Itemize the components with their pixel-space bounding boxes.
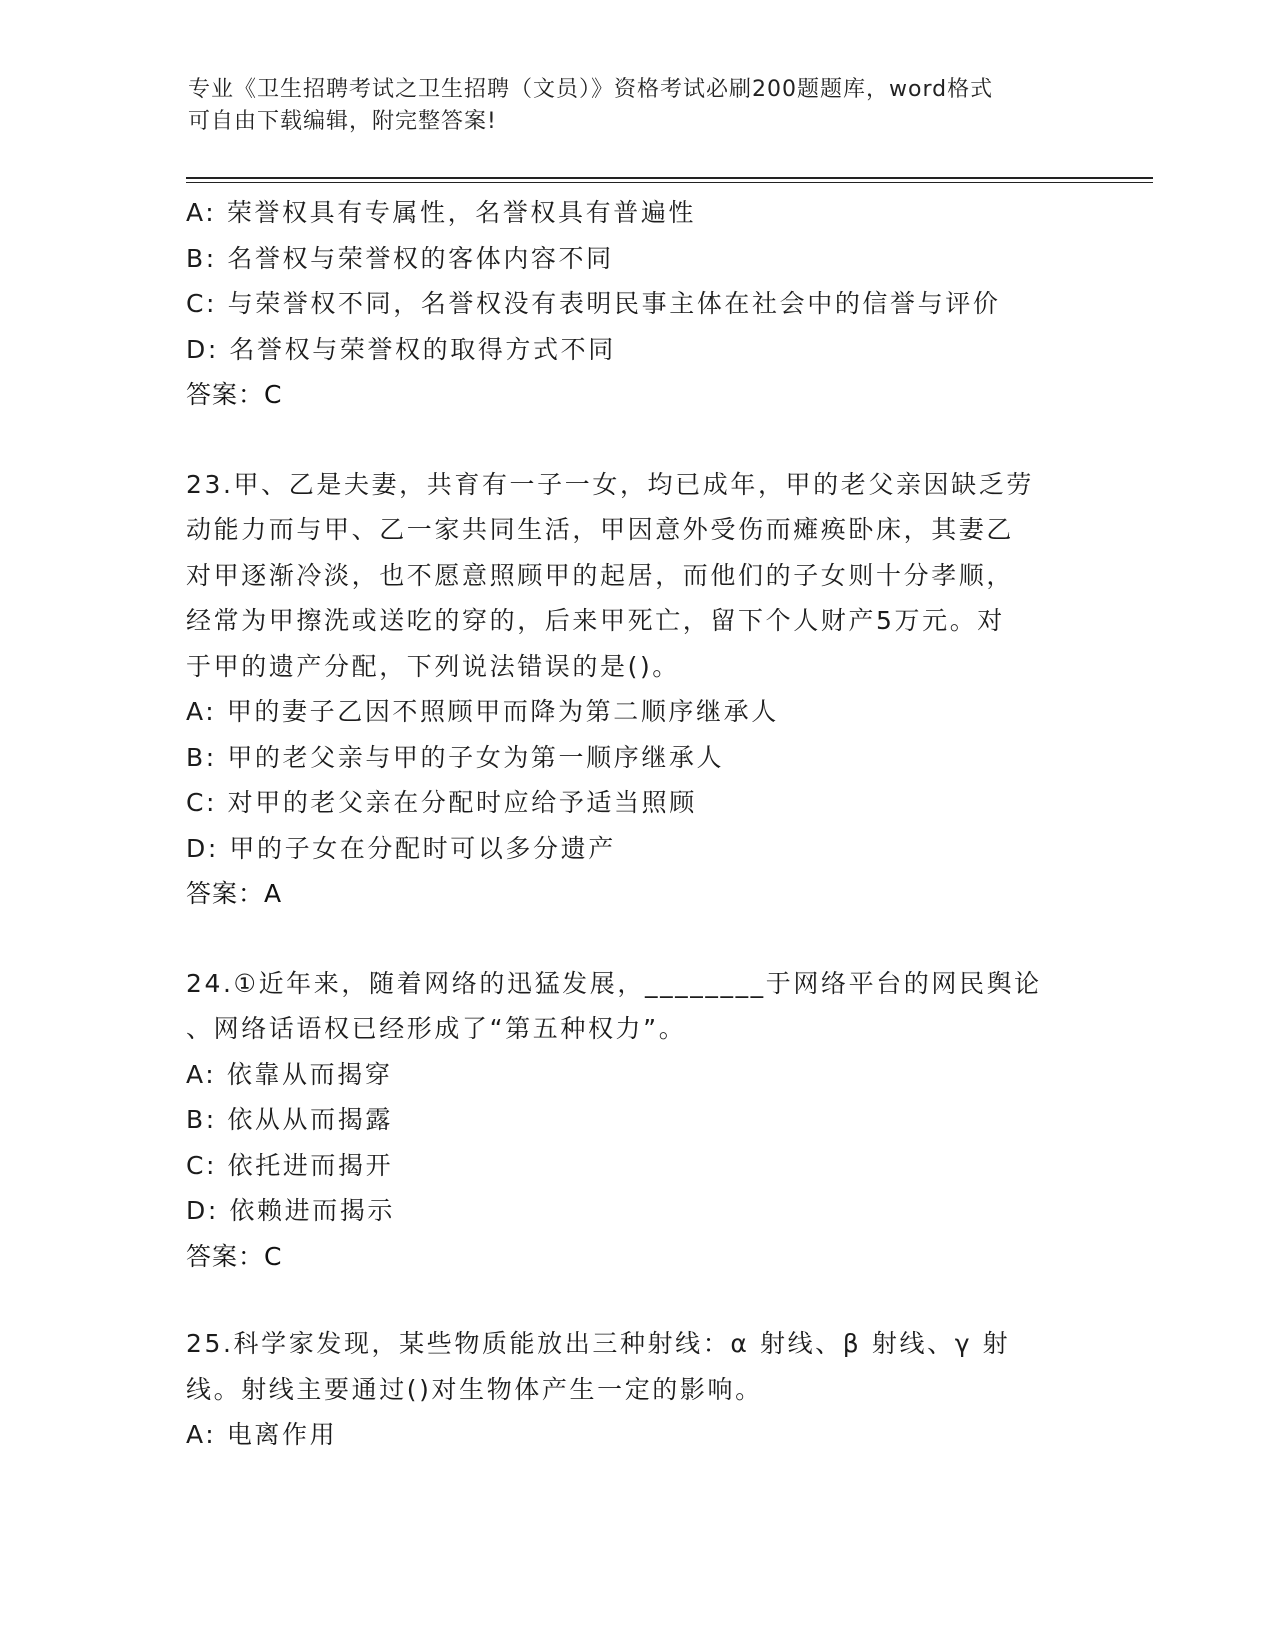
option-a: A: 电离作用 xyxy=(186,1420,338,1449)
spacer xyxy=(186,418,1086,462)
question-stem-line: 于甲的遗产分配，下列说法错误的是()。 xyxy=(186,651,680,681)
header-title-line-1: 专业《卫生招聘考试之卫生招聘（文员）》资格考试必刷200题题库，word格式 xyxy=(188,77,994,102)
option-d: D: 甲的子女在分配时可以多分遗产 xyxy=(186,833,616,863)
spacer xyxy=(186,917,1086,961)
answer-line: 答案：A xyxy=(186,879,283,908)
question-25-block xyxy=(186,1321,1086,1458)
question-stem-line: 经常为甲擦洗或送吃的穿的，后来甲死亡，留下个人财产5万元。对 xyxy=(186,606,1005,635)
page-header xyxy=(188,74,1068,138)
option-d: D: 依赖进而揭示 xyxy=(186,1196,396,1225)
question-stem-line: 对甲逐渐冷淡，也不愿意照顾甲的起居，而他们的子女则十分孝顺， xyxy=(186,560,1015,590)
question-stem-line: 、网络话语权已经形成了“第五种权力”。 xyxy=(186,1014,687,1043)
header-divider-thick xyxy=(186,177,1153,179)
answer-line: 答案：C xyxy=(186,1241,283,1271)
answer-line: 答案：C xyxy=(186,380,283,409)
question-stem-line: 24.①近年来，随着网络的迅猛发展，________于网络平台的网民舆论 xyxy=(186,968,1042,998)
question-content xyxy=(186,190,1086,1458)
option-b: B: 名誉权与荣誉权的客体内容不同 xyxy=(186,243,614,273)
question-23-block xyxy=(186,462,1086,917)
option-c: C: 对甲的老父亲在分配时应给予适当照顾 xyxy=(186,788,697,817)
option-b: B: 甲的老父亲与甲的子女为第一顺序继承人 xyxy=(186,742,725,772)
option-a: A: 甲的妻子乙因不照顾甲而降为第二顺序继承人 xyxy=(186,697,779,726)
option-d: D: 名誉权与荣誉权的取得方式不同 xyxy=(186,334,616,364)
question-24-block xyxy=(186,961,1086,1280)
spacer xyxy=(186,1279,1086,1321)
question-22-block xyxy=(186,190,1086,418)
option-a: A: 依靠从而揭穿 xyxy=(186,1059,393,1089)
option-b: B: 依从从而揭露 xyxy=(186,1105,393,1134)
option-a: A: 荣誉权具有专属性，名誉权具有普遍性 xyxy=(186,198,697,227)
option-c: C: 与荣誉权不同，名誉权没有表明民事主体在社会中的信誉与评价 xyxy=(186,289,1001,318)
option-c: C: 依托进而揭开 xyxy=(186,1150,394,1180)
question-stem-line: 25.科学家发现，某些物质能放出三种射线：α 射线、β 射线、γ 射 xyxy=(186,1329,1011,1358)
header-divider-thin xyxy=(186,182,1153,183)
question-stem-line: 动能力而与甲、乙一家共同生活，甲因意外受伤而瘫痪卧床，其妻乙 xyxy=(186,515,1015,544)
question-stem-line: 线。射线主要通过()对生物体产生一定的影响。 xyxy=(186,1374,763,1404)
header-title-line-2: 可自由下载编辑，附完整答案! xyxy=(188,109,497,134)
question-stem-line: 23.甲、乙是夫妻，共育有一子一女，均已成年，甲的老父亲因缺乏劳 xyxy=(186,469,1034,499)
